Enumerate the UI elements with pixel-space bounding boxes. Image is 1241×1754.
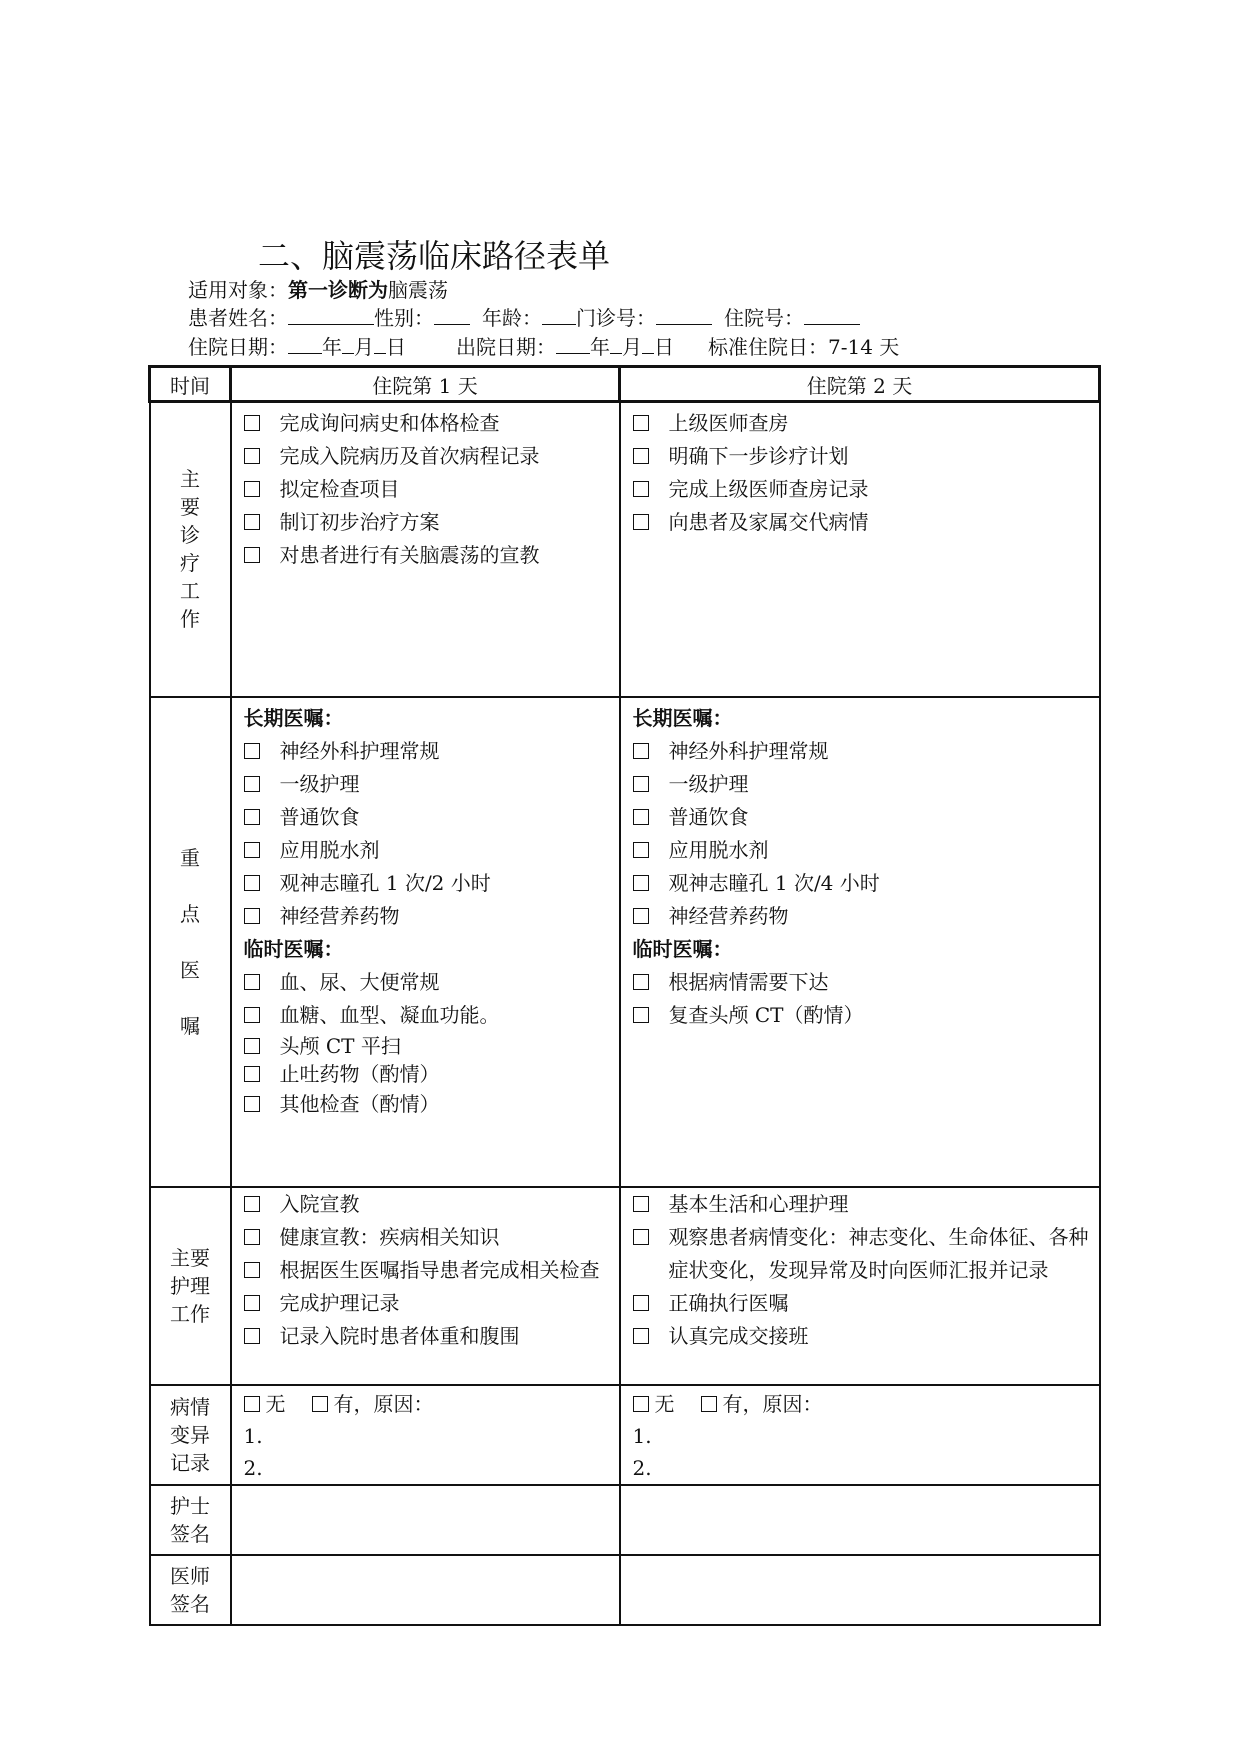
item-text: 止吐药物（酌情） [279,1061,440,1086]
label-char: 嘱 [180,1013,200,1038]
item-text: 复查头颅 CT（酌情） [668,1002,864,1027]
variance-day1-cell [231,1385,620,1485]
label-line: 护士 [170,1493,210,1518]
checkbox[interactable] [633,776,649,792]
table-row-nurse-sign [150,1485,1100,1555]
item-text: 完成入院病历及首次病程记录 [279,444,540,468]
item-text: 完成护理记录 [279,1290,400,1315]
row-label-nursing [150,1187,231,1385]
checkbox[interactable] [244,743,260,759]
month-label: 月 [354,335,374,359]
discharge-month-field[interactable] [610,335,622,354]
checkbox[interactable] [244,1096,260,1112]
item-text: 健康宣教：疾病相关知识 [279,1224,500,1249]
checkbox[interactable] [633,875,649,891]
nursing-day1-cell [231,1187,620,1385]
discharge-day-field[interactable] [642,335,654,354]
label-char: 疗 [180,551,200,576]
year-label: 年 [322,335,342,359]
target-value: 脑震荡 [388,278,448,302]
list-item[interactable] [633,407,1089,440]
item-text: 根据病情需要下达 [668,969,829,994]
checkbox[interactable] [633,1328,649,1344]
inpatient-label: 住院号： [724,306,804,330]
list-item[interactable] [244,867,609,900]
checkbox[interactable] [244,547,260,563]
target-label: 适用对象： [188,278,288,302]
table-row-orders [150,697,1100,1187]
nursing-day2-cell [620,1187,1100,1385]
label-line: 签名 [170,1521,210,1546]
item-text: 神经营养药物 [668,903,789,928]
list-item[interactable] [244,900,609,933]
variance-yes-checkbox[interactable] [701,1396,717,1412]
variance-none-checkbox[interactable] [244,1396,260,1412]
list-item[interactable] [244,473,609,506]
nurse-sign-day2-field[interactable] [620,1485,1100,1555]
list-item[interactable] [633,1287,1089,1320]
variance-none-label: 无 [654,1391,675,1416]
list-item[interactable] [633,999,1089,1032]
variance-options [633,1388,1089,1420]
list-item[interactable] [244,834,609,867]
label-line: 护理 [170,1273,210,1298]
checkbox[interactable] [244,1262,260,1278]
col-time-header: 时间 [150,367,231,402]
variance-yes-label: 有，原因： [722,1391,823,1416]
item-text: 明确下一步诊疗计划 [668,444,849,468]
checkbox[interactable] [244,908,260,924]
admit-month-field[interactable] [342,335,354,354]
label-char: 主 [180,467,200,492]
label-line: 变异 [170,1422,210,1447]
list-item[interactable] [244,801,609,834]
item-text: 对患者进行有关脑震荡的宣教 [279,543,540,567]
col-day1-header: 住院第 1 天 [231,367,620,402]
variance-day2-cell [620,1385,1100,1485]
temporary-orders-heading: 临时医嘱： [243,936,344,961]
checkbox[interactable] [633,415,649,431]
target-line [188,277,448,303]
item-text: 制订初步治疗方案 [279,510,440,534]
list-item[interactable] [244,1254,609,1287]
patient-name-label: 患者姓名： [188,306,288,330]
checkbox[interactable] [244,1007,260,1023]
item-text: 完成询问病史和体格检查 [279,411,500,435]
list-item[interactable] [244,539,609,572]
year-label: 年 [590,335,610,359]
discharge-year-field[interactable] [556,335,590,354]
label-char: 点 [180,901,200,926]
label-line: 主要 [170,1245,210,1270]
outpatient-field[interactable] [656,306,712,325]
checkbox[interactable] [244,776,260,792]
date-line [188,334,899,360]
variance-yes-label: 有，原因： [333,1391,434,1416]
item-text: 入院宣教 [279,1191,360,1216]
list-item[interactable] [244,1221,609,1254]
item-text: 认真完成交接班 [668,1323,809,1348]
inpatient-field[interactable] [804,306,860,325]
row-label-diagnosis [150,402,231,697]
admit-year-field[interactable] [288,335,322,354]
item-text: 应用脱水剂 [668,837,769,862]
row-label-orders [150,697,231,1187]
variance-item-1[interactable]: 1. [243,1423,263,1448]
diagnosis-day2-cell [620,402,1100,697]
list-item[interactable] [633,473,1089,506]
table-row-doctor-sign [150,1555,1100,1625]
list-item[interactable] [633,768,1089,801]
target-bold: 第一诊断为 [288,278,388,302]
checkbox[interactable] [633,514,649,530]
checkbox[interactable] [633,908,649,924]
list-item[interactable] [244,966,609,999]
checkbox[interactable] [244,974,260,990]
list-item[interactable] [633,440,1089,473]
item-text: 头颅 CT 平扫 [279,1033,401,1058]
label-line: 病情 [170,1394,210,1419]
item-text: 一级护理 [279,771,360,796]
list-item[interactable] [633,735,1089,768]
checkbox[interactable] [244,1038,260,1054]
checkbox[interactable] [244,448,260,464]
outpatient-label: 门诊号： [576,306,656,330]
item-text: 记录入院时患者体重和腹围 [279,1323,520,1348]
day-label: 日 [654,335,674,359]
table-row-nursing [150,1187,1100,1385]
list-item[interactable] [633,506,1089,539]
gender-field[interactable] [434,306,470,325]
list-item[interactable] [244,999,609,1032]
patient-name-field[interactable] [288,306,374,325]
long-term-orders-heading: 长期医嘱： [632,705,733,730]
item-text: 基本生活和心理护理 [668,1191,849,1216]
label-char: 要 [180,495,200,520]
checkbox[interactable] [244,514,260,530]
age-label: 年龄： [482,306,542,330]
checkbox[interactable] [244,1196,260,1212]
list-item[interactable] [244,1060,609,1088]
checkbox[interactable] [244,842,260,858]
item-text: 上级医师查房 [668,411,789,435]
item-text: 完成上级医师查房记录 [668,477,869,501]
variance-none-checkbox[interactable] [633,1396,649,1412]
checkbox[interactable] [633,743,649,759]
label-line: 签名 [170,1591,210,1616]
row-label-variance [150,1385,231,1485]
checkbox[interactable] [633,448,649,464]
doctor-sign-day2-field[interactable] [620,1555,1100,1625]
orders-day2-cell [620,697,1100,1187]
label-line: 工作 [170,1301,210,1326]
list-item[interactable] [633,867,1089,900]
list-item[interactable] [244,1032,609,1060]
gender-label: 性别： [374,306,434,330]
variance-options [244,1388,609,1420]
discharge-date-label: 出院日期： [456,335,556,359]
checkbox[interactable] [244,481,260,497]
list-item[interactable] [633,834,1089,867]
item-text: 观察患者病情变化：神志变化、生命体征、各种症状变化，发现异常及时向医师汇报并记录 [668,1224,1089,1282]
label-char: 诊 [180,523,200,548]
label-line: 医师 [170,1563,210,1588]
variance-item-1[interactable]: 1. [632,1423,652,1448]
row-label-nurse-sign [150,1485,231,1555]
checkbox[interactable] [244,1328,260,1344]
list-item[interactable] [244,1320,609,1353]
item-text: 普通饮食 [279,804,360,829]
doctor-sign-day1-field[interactable] [231,1555,620,1625]
table-header-row [150,367,1100,402]
variance-none-label: 无 [265,1391,286,1416]
item-text: 血、尿、大便常规 [279,969,440,994]
item-text: 其他检查（酌情） [279,1091,440,1116]
month-label: 月 [622,335,642,359]
item-text: 神经外科护理常规 [279,738,440,763]
checkbox[interactable] [633,809,649,825]
checkbox[interactable] [633,1229,649,1245]
age-field[interactable] [542,306,576,325]
long-term-orders-heading: 长期医嘱： [243,705,344,730]
checkbox[interactable] [633,1007,649,1023]
item-text: 观神志瞳孔 1 次/2 小时 [279,870,491,895]
checkbox[interactable] [244,1229,260,1245]
item-text: 正确执行医嘱 [668,1290,789,1315]
variance-yes-checkbox[interactable] [312,1396,328,1412]
item-text: 向患者及家属交代病情 [668,510,869,534]
item-text: 血糖、血型、凝血功能。 [279,1002,500,1027]
list-item[interactable] [633,1188,1089,1221]
checkbox[interactable] [244,875,260,891]
variance-item-2[interactable]: 2. [243,1455,263,1480]
row-label-doctor-sign [150,1555,231,1625]
table-row-diagnosis [150,402,1100,697]
label-char: 工 [180,579,200,604]
patient-line [188,305,860,331]
list-item[interactable] [633,966,1089,999]
list-item[interactable] [244,1188,609,1221]
item-text: 一级护理 [668,771,749,796]
checkbox[interactable] [633,974,649,990]
label-char: 重 [180,845,200,870]
day-label: 日 [386,335,406,359]
list-item[interactable] [244,768,609,801]
list-item[interactable] [633,1221,1089,1287]
checkbox[interactable] [244,809,260,825]
label-line: 记录 [170,1450,210,1475]
diagnosis-day1-cell [231,402,620,697]
standard-stay: 标准住院日：7-14 天 [708,335,900,359]
checkbox[interactable] [244,1066,260,1082]
vertical-label [178,465,202,633]
checkbox[interactable] [244,1295,260,1311]
list-item[interactable] [633,801,1089,834]
list-item[interactable] [244,735,609,768]
item-text: 根据医生医嘱指导患者完成相关检查 [279,1257,600,1282]
temporary-orders-heading: 临时医嘱： [632,936,733,961]
col-day2-header: 住院第 2 天 [620,367,1100,402]
checkbox[interactable] [633,481,649,497]
list-item[interactable] [244,506,609,539]
admit-date-label: 住院日期： [188,335,288,359]
nurse-sign-day1-field[interactable] [231,1485,620,1555]
admit-day-field[interactable] [374,335,386,354]
label-char: 医 [180,957,200,982]
list-item[interactable] [633,1320,1089,1353]
variance-item-2[interactable]: 2. [632,1455,652,1480]
table-row-variance [150,1385,1100,1485]
checkbox[interactable] [633,842,649,858]
list-item[interactable] [244,1287,609,1320]
item-text: 拟定检查项目 [279,477,400,501]
item-text: 普通饮食 [668,804,749,829]
item-text: 观神志瞳孔 1 次/4 小时 [668,870,880,895]
checkbox[interactable] [633,1295,649,1311]
item-text: 神经营养药物 [279,903,400,928]
list-item[interactable] [244,1088,609,1121]
checkbox[interactable] [633,1196,649,1212]
list-item[interactable] [244,440,609,473]
list-item[interactable] [244,407,609,440]
label-char: 作 [180,607,200,632]
clinical-pathway-table [148,365,1101,1626]
orders-day1-cell [231,697,620,1187]
item-text: 应用脱水剂 [279,837,380,862]
list-item[interactable] [633,900,1089,933]
page-title: 二、脑震荡临床路径表单 [258,237,611,275]
item-text: 神经外科护理常规 [668,738,829,763]
vertical-label [178,830,202,1054]
checkbox[interactable] [244,415,260,431]
